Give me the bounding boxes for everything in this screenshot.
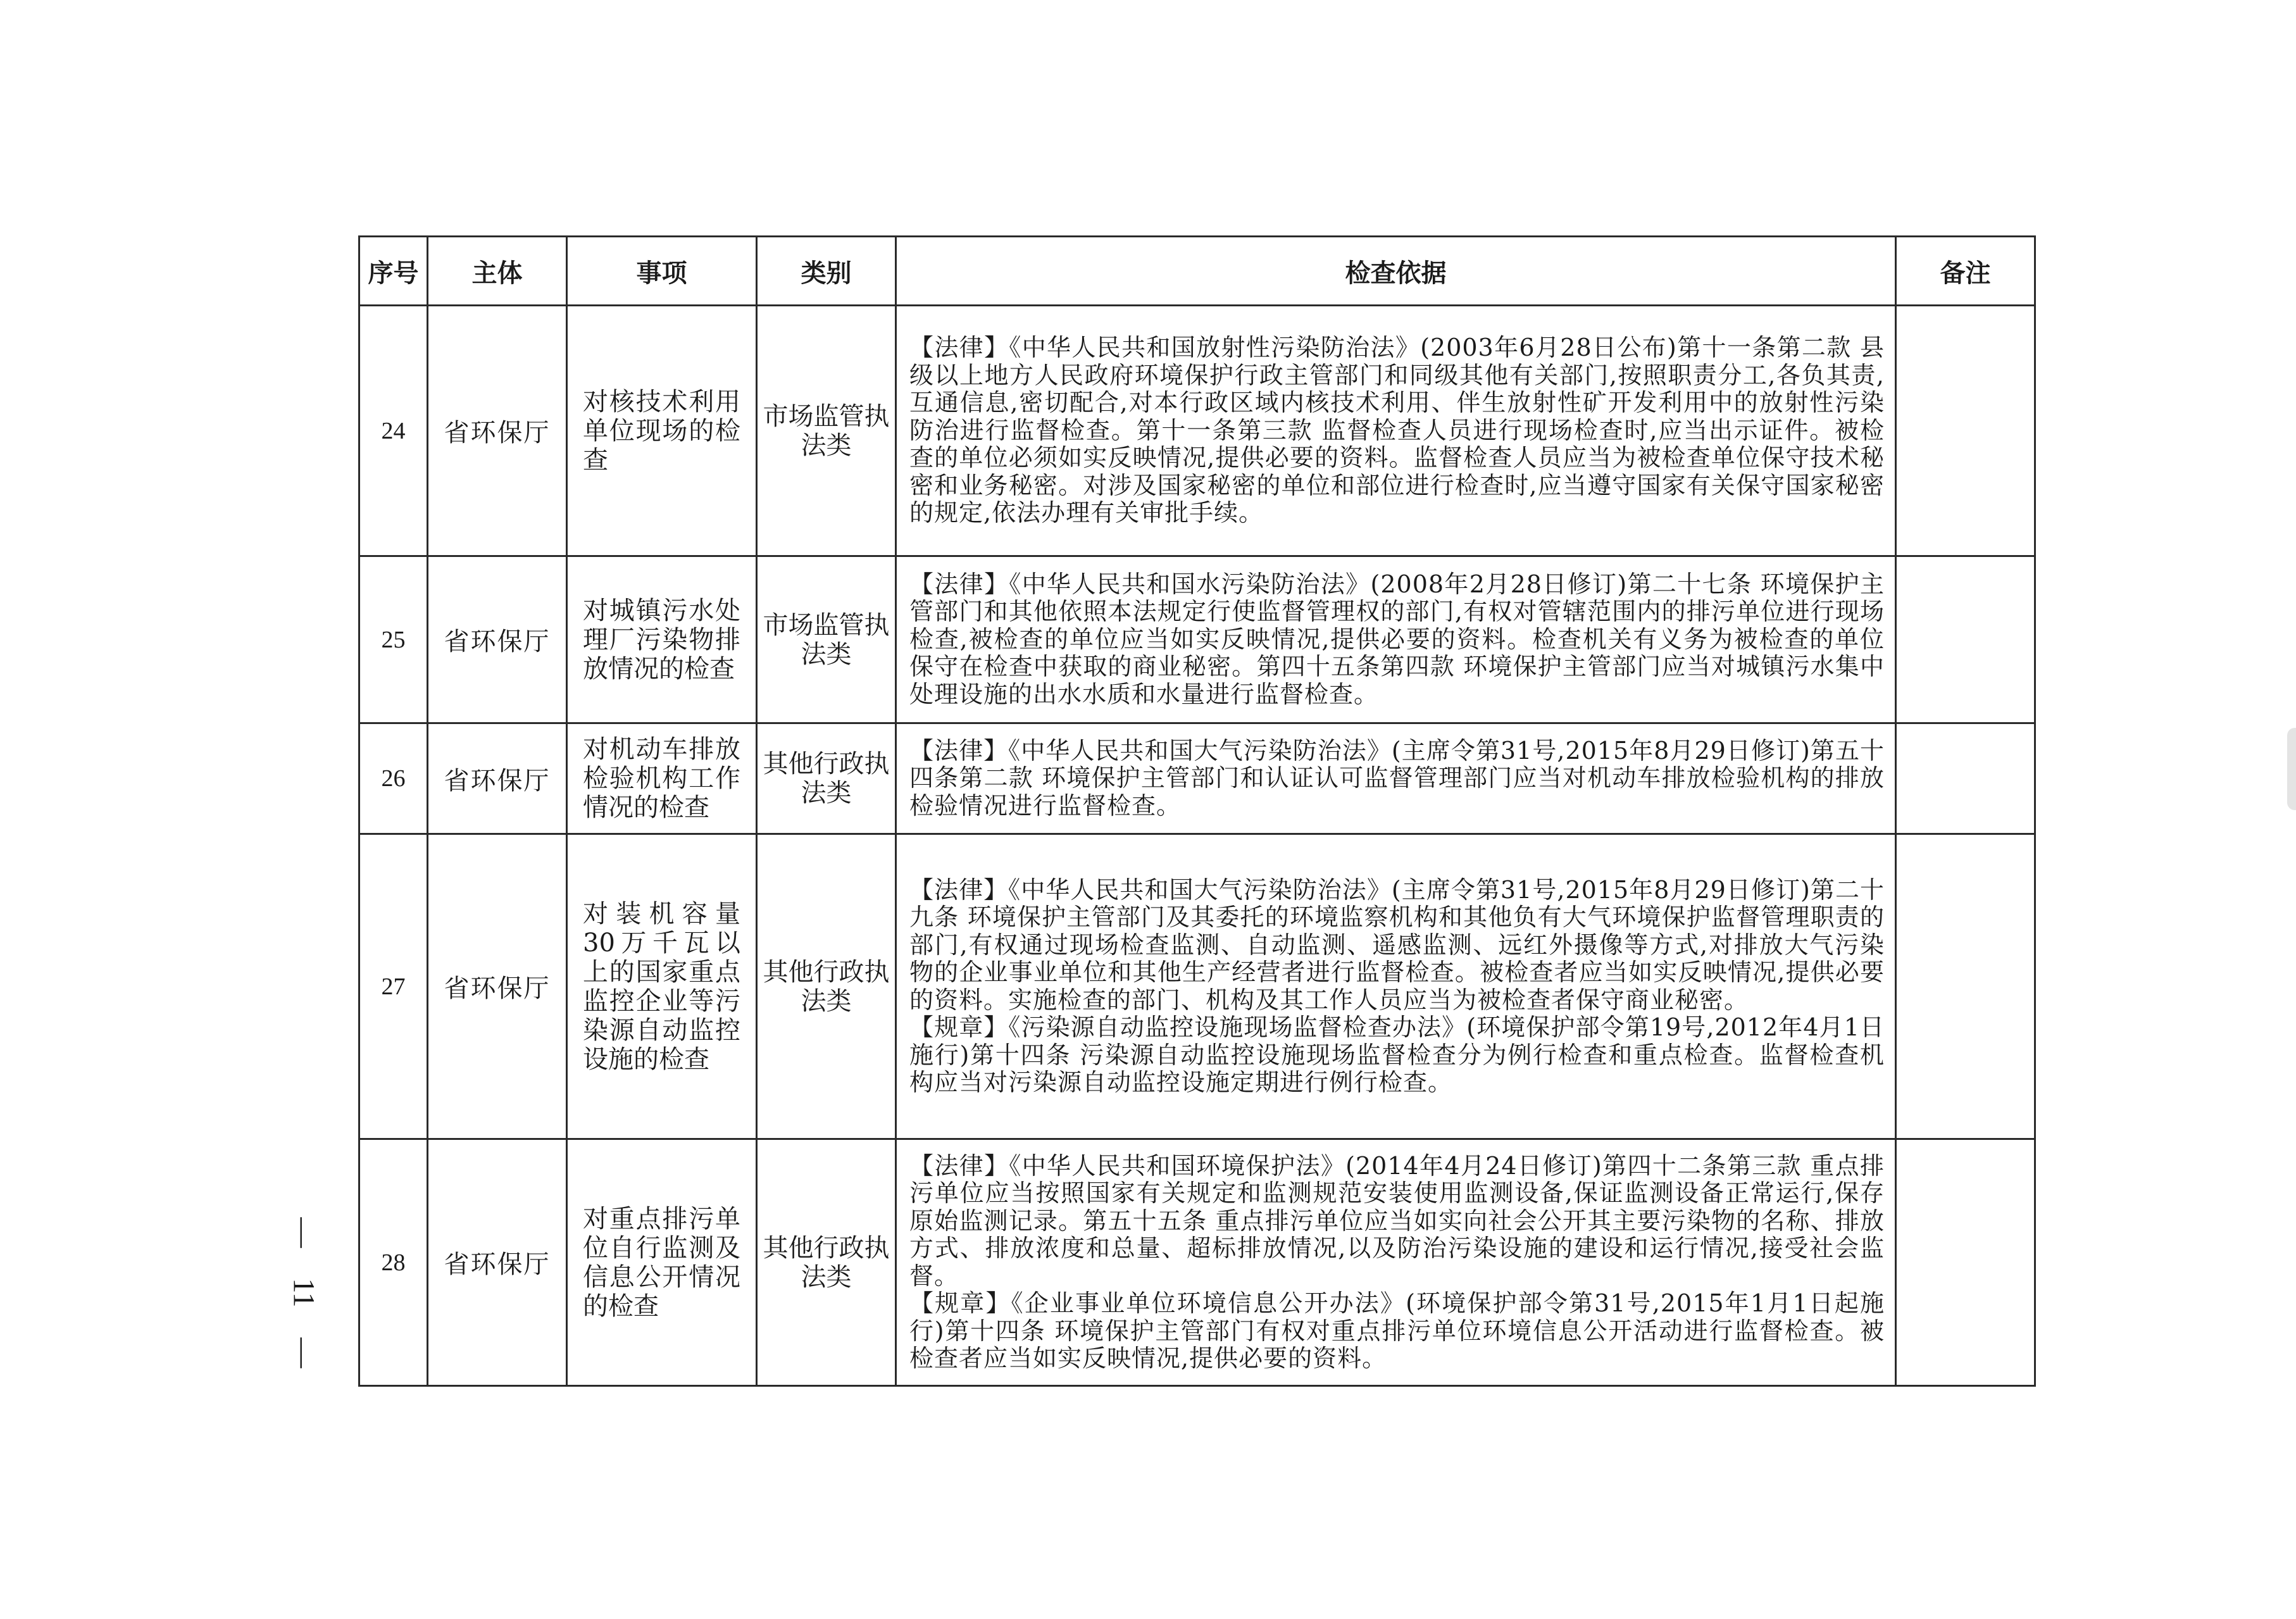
basis-paragraph: 【法律】《中华人民共和国水污染防治法》(2008年2月28日修订)第二十七条 环境保护主管部门和其他依照本法规定行使监督管理权的部门,有权对管辖范围内的排污单位进行现场检查,被检查的单位应当如实反映情况,提供必要的资料。检查机关有义务为被检查的单位保守在检查中获取的商业秘密。第四十五条第四款 环境保护主管部门应当对城镇污水集中处理设施的出水水质和水量进行监督检查。 (909, 570, 1885, 708)
row-category: 其他行政执法类 (757, 723, 896, 834)
basis-paragraph: 【法律】《中华人民共和国放射性污染防治法》(2003年6月28日公布)第十一条第二款 县级以上地方人民政府环境保护行政主管部门和同级其他有关部门,按照职责分工,各负其责,互通信息,密切配合,对本行政区域内核技术利用、伴生放射性矿开发利用中的放射性污染防治进行监督检查。第十一条第三款 监督检查人员进行现场检查时,应当出示证件。被检查的单位必须如实反映情况,提供必要的资料。监督检查人员应当为被检查单位保守技术秘密和业务秘密。对涉及国家秘密的单位和部位进行检查时,应当遵守国家有关保守国家秘密的规定,依法办理有关审批手续。 (909, 334, 1885, 527)
row-category: 市场监管执法类 (757, 306, 896, 556)
row-basis (896, 556, 1896, 723)
row-number: 28 (359, 1139, 428, 1386)
row-note (1896, 834, 2035, 1139)
row-item: 对重点排污单位自行监测及信息公开情况的检查 (567, 1139, 757, 1386)
row-basis (896, 723, 1896, 834)
header-subject: 主体 (428, 237, 567, 306)
row-subject: 省环保厅 (428, 723, 567, 834)
row-category: 其他行政执法类 (757, 834, 896, 1139)
row-number: 24 (359, 306, 428, 556)
header-no: 序号 (359, 237, 428, 306)
row-item: 对核技术利用单位现场的检查 (567, 306, 757, 556)
page-number (272, 1203, 335, 1392)
row-basis (896, 834, 1896, 1139)
basis-paragraph: 【法律】《中华人民共和国大气污染防治法》(主席令第31号,2015年8月29日修订)第五十四条第二款 环境保护主管部门和认证认可监督管理部门应当对机动车排放检验机构的排放检验情况进行监督检查。 (909, 736, 1885, 820)
regulation-table (358, 235, 2036, 1387)
row-note (1896, 1139, 2035, 1386)
table-row (359, 834, 2035, 1139)
row-subject: 省环保厅 (428, 306, 567, 556)
row-note (1896, 306, 2035, 556)
row-number: 25 (359, 556, 428, 723)
header-note: 备注 (1896, 237, 2035, 306)
row-subject: 省环保厅 (428, 1139, 567, 1386)
table-row (359, 306, 2035, 556)
page-number-dash-left: — (287, 1217, 321, 1248)
row-note (1896, 723, 2035, 834)
page-number-dash-right: — (287, 1337, 321, 1368)
row-item: 对城镇污水处理厂污染物排放情况的检查 (567, 556, 757, 723)
header-item: 事项 (567, 237, 757, 306)
basis-paragraph: 【规章】《污染源自动监控设施现场监督检查办法》(环境保护部令第19号,2012年4月1日施行)第十四条 污染源自动监控设施现场监督检查分为例行检查和重点检查。监督检查机构应当对污染源自动监控设施定期进行例行检查。 (909, 1013, 1885, 1096)
row-item: 对机动车排放检验机构工作情况的检查 (567, 723, 757, 834)
row-category: 其他行政执法类 (757, 1139, 896, 1386)
basis-paragraph: 【法律】《中华人民共和国环境保护法》(2014年4月24日修订)第四十二条第三款 重点排污单位应当按照国家有关规定和监测规范安装使用监测设备,保证监测设备正常运行,保存原始监测记录。第五十五条 重点排污单位应当如实向社会公开其主要污染物的名称、排放方式、排放浓度和总量、超标排放情况,以及防治污染设施的建设和运行情况,接受社会监督。 (909, 1151, 1885, 1290)
header-category: 类别 (757, 237, 896, 306)
row-note (1896, 556, 2035, 723)
table-row (359, 1139, 2035, 1386)
row-subject: 省环保厅 (428, 556, 567, 723)
row-subject: 省环保厅 (428, 834, 567, 1139)
page-number-value: 11 (287, 1278, 321, 1308)
row-basis (896, 1139, 1896, 1386)
row-number: 26 (359, 723, 428, 834)
table-row (359, 556, 2035, 723)
table-row (359, 723, 2035, 834)
row-item: 对装机容量30万千瓦以上的国家重点监控企业等污染源自动监控设施的检查 (567, 834, 757, 1139)
row-number: 27 (359, 834, 428, 1139)
basis-paragraph: 【规章】《企业事业单位环境信息公开办法》(环境保护部令第31号,2015年1月1日起施行)第十四条 环境保护主管部门有权对重点排污单位环境信息公开活动进行监督检查。被检查者应当如实反映情况,提供必要的资料。 (909, 1289, 1885, 1372)
row-basis (896, 306, 1896, 556)
header-basis: 检查依据 (896, 237, 1896, 306)
header-row (359, 237, 2035, 306)
basis-paragraph: 【法律】《中华人民共和国大气污染防治法》(主席令第31号,2015年8月29日修订)第二十九条 环境保护主管部门及其委托的环境监察机构和其他负有大气环境保护监督管理职责的部门,有权通过现场检查监测、自动监测、遥感监测、远红外摄像等方式,对排放大气污染物的企业事业单位和其他生产经营者进行监督检查。被检查者应当如实反映情况,提供必要的资料。实施检查的部门、机构及其工作人员应当为被检查者保守商业秘密。 (909, 875, 1885, 1014)
scan-edge-shadow (2287, 728, 2296, 810)
row-category: 市场监管执法类 (757, 556, 896, 723)
